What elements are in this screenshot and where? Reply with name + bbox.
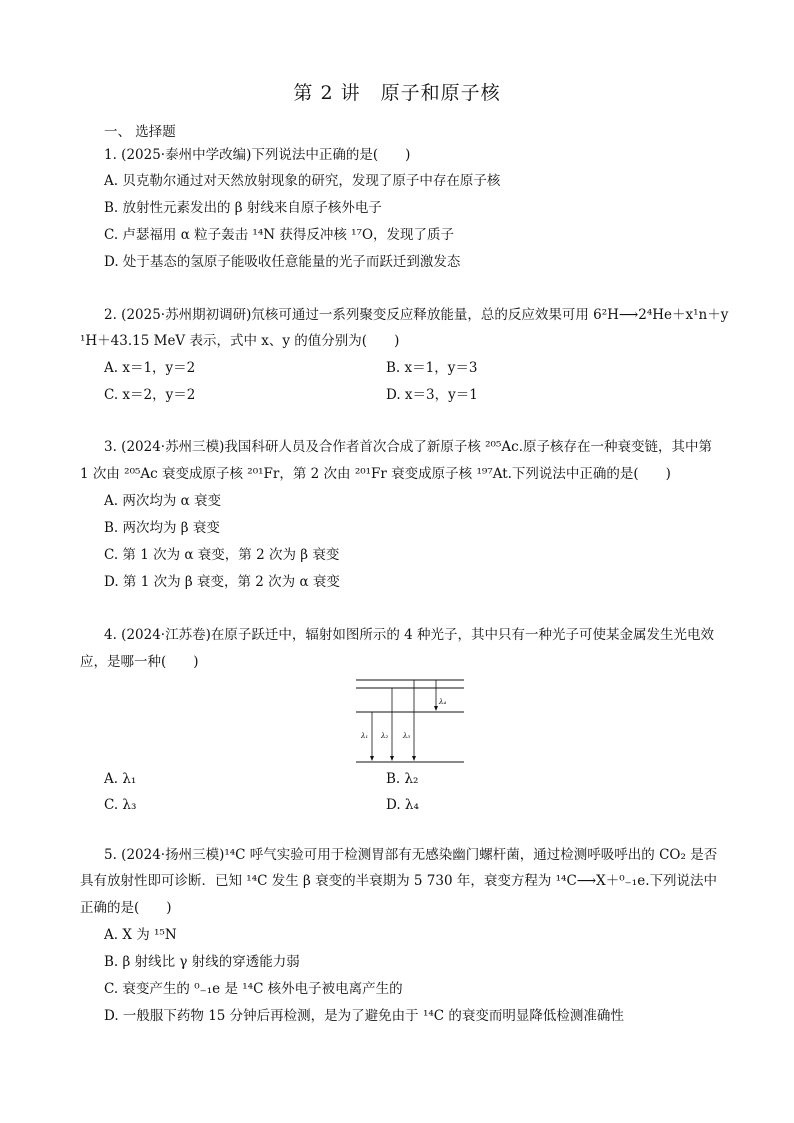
q1-option-d: D. 处于基态的氢原子能吸收任意能量的光子而跃迁到激发态 (104, 254, 461, 270)
q2-stem-line2: ¹H＋43.15 MeV 表示，式中 x、y 的值分别为( ) (80, 333, 400, 349)
fig-label-lambda4: λ₄ (439, 698, 447, 706)
section-heading: 一、 选择题 (104, 124, 176, 140)
q1-option-c: C. 卢瑟福用 α 粒子轰击 ¹⁴N 获得反冲核 ¹⁷O，发现了质子 (104, 227, 455, 243)
fig-label-lambda2: λ₂ (381, 732, 389, 740)
arrow-head-2 (390, 756, 394, 761)
arrow-head-4 (434, 706, 438, 711)
fig-label-lambda1: λ₁ (361, 732, 369, 740)
energy-level-diagram (356, 676, 466, 766)
q4-option-a: A. λ₁ (104, 771, 137, 787)
q2-stem-line1: 2. (2025·苏州期初调研)氘核可通过一系列聚变反应释放能量，总的反应效果可用 6²H⟶2⁴He＋x¹n＋y (104, 307, 729, 323)
q3-option-a: A. 两次均为 α 衰变 (104, 493, 222, 509)
arrow-head-3 (412, 756, 416, 761)
arrow-head-1 (370, 756, 374, 761)
q2-option-a: A. x＝1，y＝2 (104, 360, 196, 376)
q4-stem-line2: 应，是哪一种( ) (80, 654, 199, 670)
q1-option-b: B. 放射性元素发出的 β 射线来自原子核外电子 (104, 200, 382, 216)
q5-option-c: C. 衰变产生的 ⁰₋₁e 是 ¹⁴C 核外电子被电离产生的 (104, 981, 403, 997)
q1-stem: 1. (2025·泰州中学改编)下列说法中正确的是( ) (104, 147, 411, 163)
q2-option-d: D. x＝3，y＝1 (386, 387, 478, 403)
q5-stem-line2: 具有放射性即可诊断．已知 ¹⁴C 发生 β 衰变的半衰期为 5 730 年，衰变方程为 ¹⁴C⟶X＋⁰₋₁e.下列说法中 (80, 873, 717, 889)
q4-option-d: D. λ₄ (386, 797, 419, 813)
q3-stem-line2: 1 次由 ²⁰⁵Ac 衰变成原子核 ²⁰¹Fr，第 2 次由 ²⁰¹Fr 衰变成原子核 ¹⁹⁷At.下列说法中正确的是( ) (80, 466, 671, 482)
fig-label-lambda3: λ₃ (403, 732, 411, 740)
q2-option-b: B. x＝1，y＝3 (386, 360, 478, 376)
q5-option-b: B. β 射线比 γ 射线的穿透能力弱 (104, 954, 300, 970)
q4-option-b: B. λ₂ (386, 771, 419, 787)
q3-option-b: B. 两次均为 β 衰变 (104, 520, 220, 536)
q5-option-a: A. X 为 ¹⁵N (104, 927, 177, 943)
q5-option-d: D. 一般服下药物 15 分钟后再检测，是为了避免由于 ¹⁴C 的衰变而明显降低检测准确性 (104, 1008, 624, 1024)
q5-stem-line3: 正确的是( ) (80, 900, 172, 916)
q4-stem-line1: 4. (2024·江苏卷)在原子跃迁中，辐射如图所示的 4 种光子，其中只有一种光子可使某金属发生光电效 (104, 627, 715, 643)
page-title: 第 2 讲 原子和原子核 (293, 82, 501, 104)
q1-option-a: A. 贝克勒尔通过对天然放射现象的研究，发现了原子中存在原子核 (104, 173, 501, 189)
q4-option-c: C. λ₃ (104, 797, 137, 813)
q3-option-c: C. 第 1 次为 α 衰变，第 2 次为 β 衰变 (104, 547, 340, 563)
q2-option-c: C. x＝2，y＝2 (104, 387, 196, 403)
q3-stem-line1: 3. (2024·苏州三模)我国科研人员及合作者首次合成了新原子核 ²⁰⁵Ac.原子核存在一种衰变链，其中第 (104, 439, 712, 455)
q5-stem-line1: 5. (2024·扬州三模)¹⁴C 呼气实验可用于检测胃部有无感染幽门螺杆菌，通过检测呼吸呼出的 CO₂ 是否 (104, 847, 718, 863)
q3-option-d: D. 第 1 次为 β 衰变，第 2 次为 α 衰变 (104, 574, 340, 590)
